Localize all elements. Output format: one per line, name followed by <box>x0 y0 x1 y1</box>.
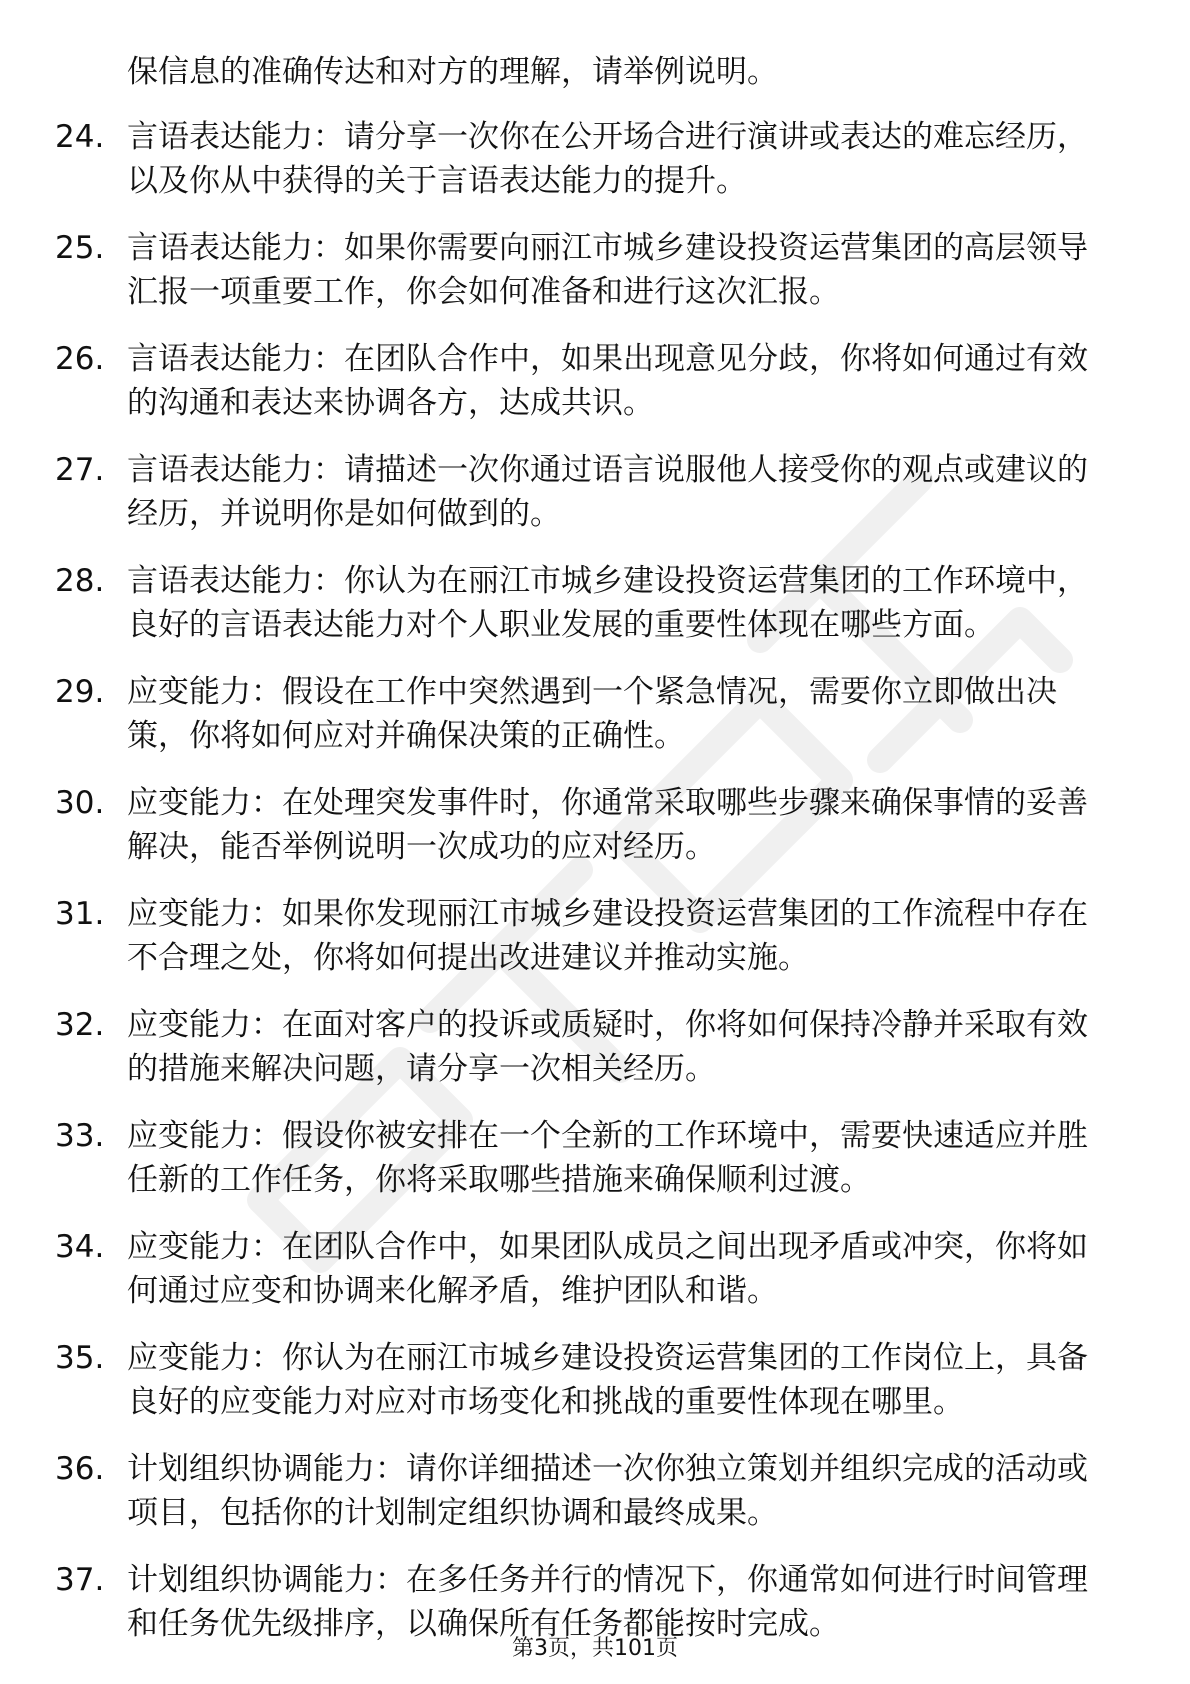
question-text: 应变能力：你认为在丽江市城乡建设投资运营集团的工作岗位上，具备良好的应变能力对应对市场变化和挑战的重要性体现在哪里。 <box>127 1340 1088 1420</box>
question-number: 37. <box>55 1562 105 1598</box>
question-number: 29. <box>55 674 105 710</box>
list-item <box>0 1336 1190 1424</box>
list-item <box>0 1558 1190 1646</box>
list-item <box>0 1114 1190 1202</box>
question-number: 32. <box>55 1007 105 1043</box>
question-number: 33. <box>55 1118 105 1154</box>
list-item <box>0 226 1190 314</box>
question-number: 30. <box>55 785 105 821</box>
list-item <box>0 1003 1190 1091</box>
continued-question-text: 保信息的准确传达和对方的理解，请举例说明。 <box>127 54 778 90</box>
list-item <box>0 1225 1190 1313</box>
question-text: 言语表达能力：如果你需要向丽江市城乡建设投资运营集团的高层领导汇报一项重要工作，你会如何准备和进行这次汇报。 <box>127 230 1088 310</box>
question-text: 言语表达能力：请描述一次你通过语言说服他人接受你的观点或建议的经历，并说明你是如何做到的。 <box>127 452 1088 532</box>
question-number: 31. <box>55 896 105 932</box>
page-number-footer: 第3页，共101页 <box>512 1636 678 1661</box>
list-item <box>0 559 1190 647</box>
question-number: 24. <box>55 119 105 155</box>
question-list <box>0 115 1190 1669</box>
list-item <box>0 337 1190 425</box>
list-item <box>0 781 1190 869</box>
question-number: 35. <box>55 1340 105 1376</box>
question-text: 应变能力：如果你发现丽江市城乡建设投资运营集团的工作流程中存在不合理之处，你将如何提出改进建议并推动实施。 <box>127 896 1088 976</box>
list-item <box>0 448 1190 536</box>
question-text: 计划组织协调能力：在多任务并行的情况下，你通常如何进行时间管理和任务优先级排序，以确保所有任务都能按时完成。 <box>127 1562 1088 1642</box>
list-item <box>0 115 1190 203</box>
question-text: 应变能力：假设在工作中突然遇到一个紧急情况，需要你立即做出决策，你将如何应对并确保决策的正确性。 <box>127 674 1057 754</box>
question-text: 言语表达能力：请分享一次你在公开场合进行演讲或表达的难忘经历，以及你从中获得的关于言语表达能力的提升。 <box>127 119 1088 199</box>
list-item <box>0 1447 1190 1535</box>
question-number: 25. <box>55 230 105 266</box>
list-item <box>0 892 1190 980</box>
question-text: 应变能力：在面对客户的投诉或质疑时，你将如何保持冷静并采取有效的措施来解决问题，请分享一次相关经历。 <box>127 1007 1088 1087</box>
question-text: 应变能力：在处理突发事件时，你通常采取哪些步骤来确保事情的妥善解决，能否举例说明一次成功的应对经历。 <box>127 785 1088 865</box>
question-number: 28. <box>55 563 105 599</box>
question-text: 应变能力：在团队合作中，如果团队成员之间出现矛盾或冲突，你将如何通过应变和协调来化解矛盾，维护团队和谐。 <box>127 1229 1088 1309</box>
question-text: 言语表达能力：你认为在丽江市城乡建设投资运营集团的工作环境中，良好的言语表达能力对个人职业发展的重要性体现在哪些方面。 <box>127 563 1088 643</box>
question-number: 36. <box>55 1451 105 1487</box>
question-number: 34. <box>55 1229 105 1265</box>
question-number: 26. <box>55 341 105 377</box>
question-number: 27. <box>55 452 105 488</box>
list-item <box>0 670 1190 758</box>
question-text: 计划组织协调能力：请你详细描述一次你独立策划并组织完成的活动或项目，包括你的计划制定组织协调和最终成果。 <box>127 1451 1088 1531</box>
question-text: 言语表达能力：在团队合作中，如果出现意见分歧，你将如何通过有效的沟通和表达来协调各方，达成共识。 <box>127 341 1088 421</box>
question-text: 应变能力：假设你被安排在一个全新的工作环境中，需要快速适应并胜任新的工作任务，你将采取哪些措施来确保顺利过渡。 <box>127 1118 1088 1198</box>
